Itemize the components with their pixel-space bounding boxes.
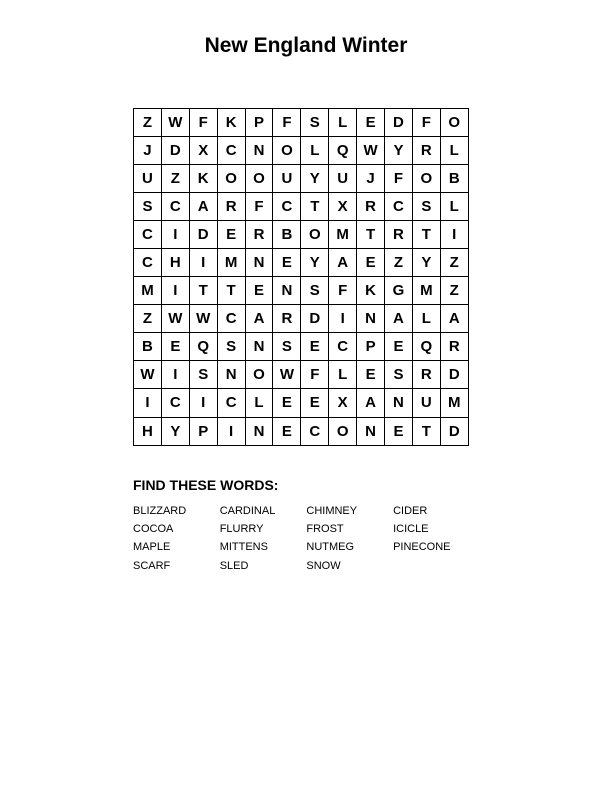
word-list-item: MAPLE — [133, 541, 171, 554]
grid-cell: D — [189, 221, 217, 249]
grid-row — [134, 137, 469, 165]
word-list-item: COCOA — [133, 523, 174, 536]
word-list-item: SNOW — [306, 559, 341, 572]
grid-cell: Z — [385, 249, 413, 277]
grid-cell: Q — [329, 137, 357, 165]
grid-cell: E — [161, 333, 189, 361]
grid-cell: S — [301, 277, 329, 305]
grid-cell: F — [412, 109, 440, 137]
grid-cell: Z — [440, 249, 468, 277]
grid-cell: W — [189, 305, 217, 333]
grid-cell: E — [273, 249, 301, 277]
grid-cell: T — [412, 221, 440, 249]
grid-cell: D — [385, 109, 413, 137]
page-title: New England Winter — [204, 34, 408, 57]
grid-cell: F — [385, 165, 413, 193]
grid-cell: N — [217, 361, 245, 389]
grid-cell: E — [217, 221, 245, 249]
grid-cell: E — [385, 333, 413, 361]
grid-cell: L — [440, 137, 468, 165]
grid-cell: S — [412, 193, 440, 221]
word-search-grid — [133, 108, 469, 446]
word-list-item: CARDINAL — [219, 505, 276, 517]
grid-cell: M — [217, 249, 245, 277]
grid-cell: X — [189, 137, 217, 165]
grid-row — [134, 221, 469, 249]
word-list-item: CHIMNEY — [306, 505, 358, 517]
grid-row — [134, 249, 469, 277]
grid-cell: F — [301, 361, 329, 389]
grid-cell: D — [440, 417, 468, 445]
grid-cell: W — [161, 109, 189, 137]
word-list-item: ICICLE — [393, 523, 429, 536]
grid-cell: I — [161, 277, 189, 305]
grid-cell: S — [301, 109, 329, 137]
grid-cell: C — [217, 389, 245, 417]
grid-row — [134, 305, 469, 333]
grid-cell: T — [412, 417, 440, 445]
grid-cell: E — [385, 417, 413, 445]
grid-cell: S — [134, 193, 162, 221]
grid-cell: B — [273, 221, 301, 249]
grid-cell: E — [301, 333, 329, 361]
grid-cell: E — [301, 389, 329, 417]
word-list-item: PINECONE — [393, 541, 451, 554]
grid-cell: U — [412, 389, 440, 417]
grid-cell: D — [161, 137, 189, 165]
grid-cell: Y — [412, 249, 440, 277]
grid-cell: W — [134, 361, 162, 389]
grid-cell: F — [189, 109, 217, 137]
grid-cell: U — [134, 165, 162, 193]
grid-cell: A — [440, 305, 468, 333]
grid-cell: I — [440, 221, 468, 249]
grid-cell: T — [301, 193, 329, 221]
grid-cell: R — [217, 193, 245, 221]
grid-cell: C — [134, 221, 162, 249]
grid-cell: O — [329, 417, 357, 445]
grid-cell: C — [273, 193, 301, 221]
grid-cell: L — [329, 361, 357, 389]
grid-cell: I — [161, 361, 189, 389]
word-list-item: FROST — [306, 523, 344, 536]
grid-cell: U — [273, 165, 301, 193]
grid-cell: W — [357, 137, 385, 165]
grid-cell: R — [245, 221, 273, 249]
grid-cell: T — [189, 277, 217, 305]
grid-cell: H — [134, 417, 162, 445]
word-list-heading: FIND THESE WORDS: — [133, 477, 279, 493]
grid-cell: N — [245, 137, 273, 165]
grid-row — [134, 165, 469, 193]
grid-cell: K — [217, 109, 245, 137]
grid-cell: N — [357, 305, 385, 333]
grid-cell: E — [245, 277, 273, 305]
grid-cell: E — [273, 389, 301, 417]
grid-cell: S — [217, 333, 245, 361]
word-list-item: SCARF — [133, 559, 171, 572]
grid-cell: B — [134, 333, 162, 361]
grid-cell: R — [412, 137, 440, 165]
word-list-item: SLED — [219, 559, 249, 572]
grid-cell: O — [273, 137, 301, 165]
word-list-item: MITTENS — [219, 541, 268, 554]
grid-cell: G — [385, 277, 413, 305]
grid-cell: Z — [134, 109, 162, 137]
grid-cell: N — [385, 389, 413, 417]
grid-cell: A — [385, 305, 413, 333]
grid-cell: M — [440, 389, 468, 417]
word-list-item: NUTMEG — [306, 541, 355, 554]
grid-row — [134, 277, 469, 305]
grid-cell: S — [189, 361, 217, 389]
grid-row — [134, 193, 469, 221]
grid-cell: O — [217, 165, 245, 193]
grid-cell: E — [357, 109, 385, 137]
grid-cell: I — [189, 249, 217, 277]
grid-cell: O — [412, 165, 440, 193]
grid-cell: R — [385, 221, 413, 249]
grid-cell: I — [161, 221, 189, 249]
grid-row — [134, 417, 469, 445]
grid-cell: Y — [161, 417, 189, 445]
grid-cell: Q — [412, 333, 440, 361]
grid-cell: C — [134, 249, 162, 277]
grid-cell: Y — [301, 165, 329, 193]
grid-cell: J — [357, 165, 385, 193]
grid-cell: C — [301, 417, 329, 445]
grid-cell: C — [217, 137, 245, 165]
grid-cell: N — [245, 249, 273, 277]
grid-cell: L — [301, 137, 329, 165]
grid-cell: X — [329, 193, 357, 221]
grid-cell: Z — [440, 277, 468, 305]
grid-cell: C — [329, 333, 357, 361]
grid-cell: I — [134, 389, 162, 417]
grid-cell: R — [412, 361, 440, 389]
grid-cell: J — [134, 137, 162, 165]
grid-cell: O — [440, 109, 468, 137]
grid-cell: T — [217, 277, 245, 305]
grid-cell: I — [189, 389, 217, 417]
grid-cell: Q — [189, 333, 217, 361]
grid-row — [134, 361, 469, 389]
grid-cell: L — [412, 305, 440, 333]
grid-cell: A — [357, 389, 385, 417]
grid-cell: H — [161, 249, 189, 277]
grid-cell: E — [357, 361, 385, 389]
grid-cell: B — [440, 165, 468, 193]
grid-cell: Z — [134, 305, 162, 333]
grid-cell: U — [329, 165, 357, 193]
grid-cell: R — [357, 193, 385, 221]
grid-cell: P — [245, 109, 273, 137]
grid-cell: Y — [301, 249, 329, 277]
grid-cell: P — [189, 417, 217, 445]
grid-cell: L — [245, 389, 273, 417]
grid-cell: Y — [385, 137, 413, 165]
grid-cell: R — [273, 305, 301, 333]
word-list — [133, 502, 493, 575]
grid-cell: A — [189, 193, 217, 221]
grid-cell: X — [329, 389, 357, 417]
word-list-item: CIDER — [393, 505, 428, 517]
word-list-item: BLIZZARD — [133, 505, 187, 517]
grid-cell: W — [161, 305, 189, 333]
grid-cell: F — [273, 109, 301, 137]
grid-cell: O — [301, 221, 329, 249]
grid-cell: N — [273, 277, 301, 305]
grid-cell: F — [329, 277, 357, 305]
grid-cell: I — [329, 305, 357, 333]
grid-cell: R — [440, 333, 468, 361]
grid-cell: F — [245, 193, 273, 221]
grid-cell: C — [217, 305, 245, 333]
grid-cell: N — [245, 417, 273, 445]
grid-cell: W — [273, 361, 301, 389]
grid-cell: D — [301, 305, 329, 333]
grid-cell: S — [385, 361, 413, 389]
word-list-item: FLURRY — [219, 523, 264, 536]
grid-cell: N — [245, 333, 273, 361]
grid-cell: M — [134, 277, 162, 305]
grid-cell: N — [357, 417, 385, 445]
grid-cell: D — [440, 361, 468, 389]
grid-cell: A — [329, 249, 357, 277]
grid-cell: Z — [161, 165, 189, 193]
grid-row — [134, 109, 469, 137]
grid-cell: C — [161, 193, 189, 221]
grid-cell: L — [329, 109, 357, 137]
grid-cell: C — [385, 193, 413, 221]
grid-cell: E — [273, 417, 301, 445]
grid-cell: M — [412, 277, 440, 305]
grid-cell: L — [440, 193, 468, 221]
grid-cell: O — [245, 165, 273, 193]
grid-cell: C — [161, 389, 189, 417]
grid-row — [134, 333, 469, 361]
grid-cell: O — [245, 361, 273, 389]
grid-row — [134, 389, 469, 417]
grid-cell: K — [189, 165, 217, 193]
grid-cell: A — [245, 305, 273, 333]
grid-cell: E — [357, 249, 385, 277]
grid-cell: K — [357, 277, 385, 305]
grid-cell: T — [357, 221, 385, 249]
grid-cell: P — [357, 333, 385, 361]
grid-cell: M — [329, 221, 357, 249]
grid-cell: S — [273, 333, 301, 361]
grid-cell: I — [217, 417, 245, 445]
